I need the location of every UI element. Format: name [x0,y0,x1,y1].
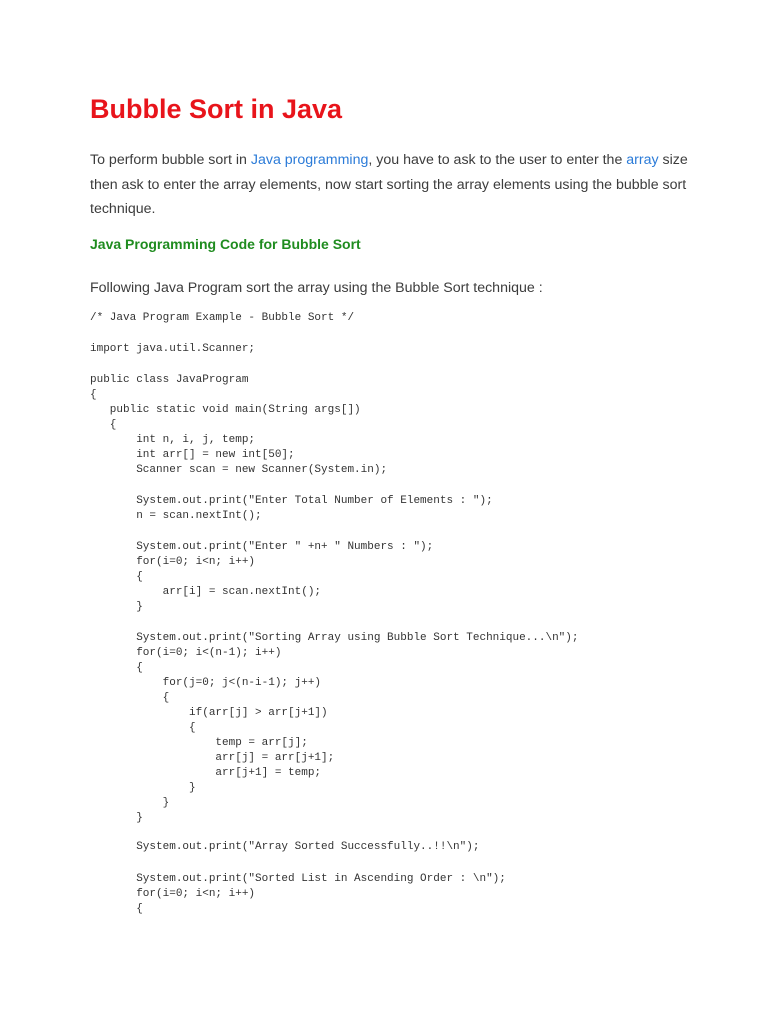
code-line: n = scan.nextInt(); [90,510,262,522]
code-line: arr[i] = scan.nextInt(); [90,586,322,598]
code-line: int arr[] = new int[50]; [90,449,295,461]
code-line: int n, i, j, temp; [90,434,256,446]
code-line: { [90,692,170,704]
intro-text-1: To perform bubble sort in [90,152,251,168]
code-line: } [90,782,196,794]
code-line: } [90,797,170,809]
code-line: temp = arr[j]; [90,737,308,749]
code-line: { [90,419,117,431]
code-line: /* Java Program Example - Bubble Sort */ [90,312,355,324]
intro-text-3: size then ask to enter the array elements, now start sorting the array elements using the bubble sort technique. [90,152,688,217]
code-line: { [90,903,143,915]
code-line: } [90,812,143,824]
array-link[interactable]: array [626,152,659,168]
code-line: System.out.print("Enter " +n+ " Numbers : "); [90,541,434,553]
code-line: { [90,389,97,401]
code-line: Scanner scan = new Scanner(System.in); [90,464,388,476]
code-line: public class JavaProgram [90,374,249,386]
code-line: if(arr[j] > arr[j+1]) [90,707,328,719]
code-line: arr[j] = arr[j+1]; [90,752,335,764]
page-title: Bubble Sort in Java [90,94,343,124]
code-line: System.out.print("Sorted List in Ascending Order : \n"); [90,873,506,885]
section-heading: Java Programming Code for Bubble Sort [90,236,361,252]
code-line: System.out.print("Sorting Array using Bubble Sort Technique...\n"); [90,632,579,644]
code-line: { [90,662,143,674]
code-line: { [90,571,143,583]
code-line: import java.util.Scanner; [90,343,256,355]
intro-text-2: , you have to ask to the user to enter the [368,152,627,168]
code-intro-text: Following Java Program sort the array using the Bubble Sort technique : [90,280,543,296]
code-line: public static void main(String args[]) [90,404,361,416]
code-line: for(i=0; i<n; i++) [90,888,256,900]
code-line: { [90,722,196,734]
code-line: for(j=0; j<(n-i-1); j++) [90,677,322,689]
code-line: arr[j+1] = temp; [90,767,322,779]
code-line: System.out.print("Enter Total Number of Elements : "); [90,495,493,507]
code-line: for(i=0; i<(n-1); i++) [90,647,282,659]
intro-paragraph [90,148,690,222]
java-programming-link[interactable]: Java programming [250,152,369,168]
code-line: System.out.print("Array Sorted Successfully..!!\n"); [90,841,480,853]
code-line: } [90,601,143,613]
code-line: for(i=0; i<n; i++) [90,556,256,568]
